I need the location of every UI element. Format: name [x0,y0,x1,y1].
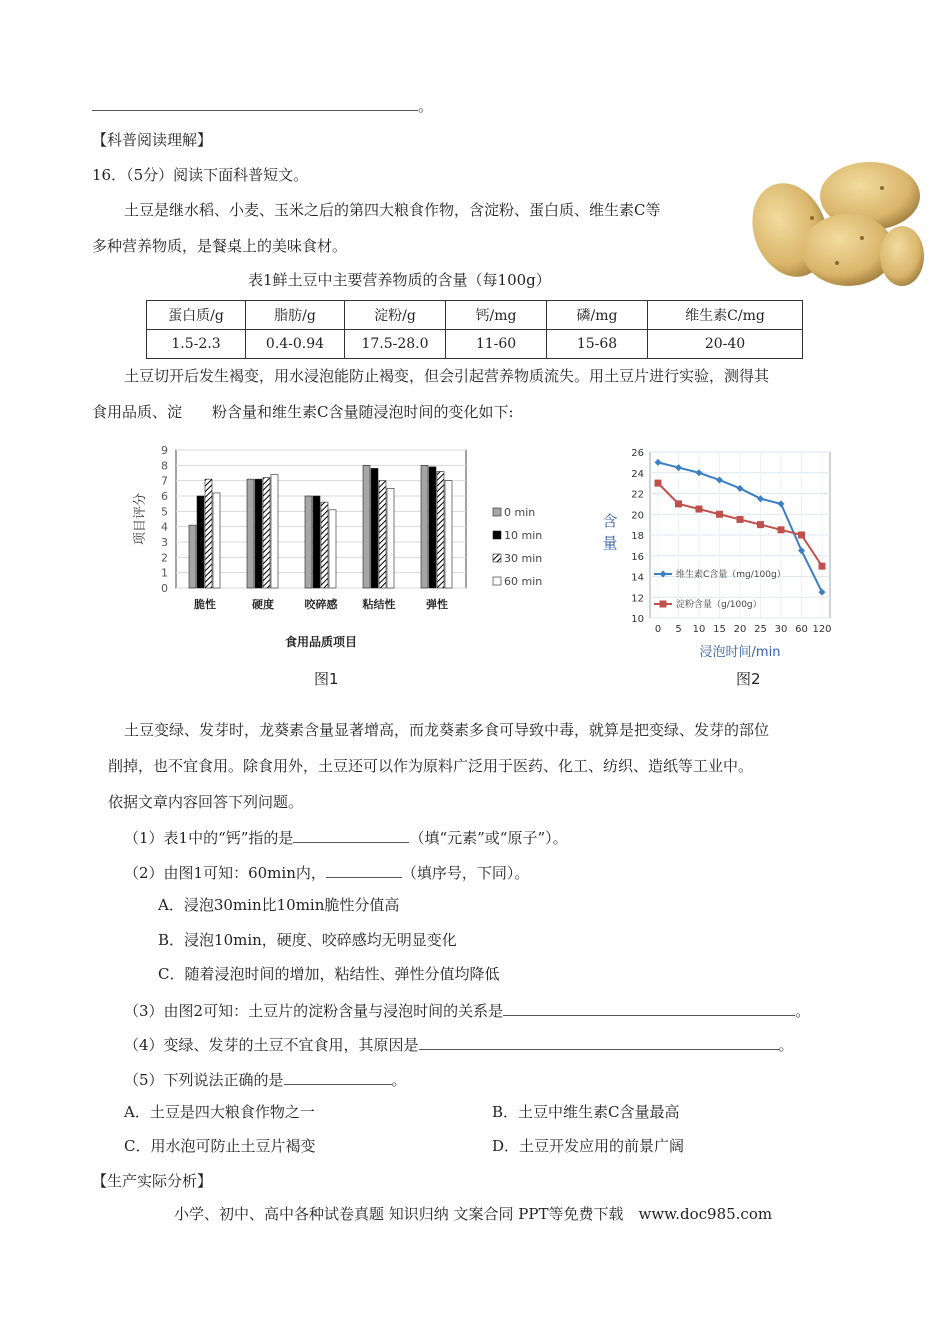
bar [429,467,436,588]
data-point [798,532,805,539]
legend-swatch [493,577,501,585]
x-tick-label: 弹性 [426,598,448,611]
x-tick-label: 30 [774,624,788,635]
table-header-cell: 淀粉/g [345,301,446,330]
paragraph-1-line-1: 土豆是继水稻、小麦、玉米之后的第四大粮食作物，含淀粉、蛋白质、维生素C等 [124,201,661,219]
question-2-option-c: C．随着浸泡时间的增加，粘结性、弹性分值均降低 [158,965,500,983]
y-tick-label: 8 [161,459,168,473]
potato-image [752,158,924,288]
instruction-text: 依据文章内容回答下列问题。 [108,793,304,811]
bar [371,468,378,588]
bar [205,479,212,588]
legend-swatch [493,554,501,562]
x-axis-label: 浸泡时间/min [699,645,781,660]
paragraph-2-line-2: 食用品质、淀 粉含量和维生素C含量随浸泡时间的变化如下: [92,403,514,421]
section-heading-reading: 【科普阅读理解】 [92,131,213,149]
legend-label: 维生素C含量（mg/100g） [676,570,786,580]
table-cell: 20-40 [648,330,803,359]
figure-1-label: 图1 [314,670,339,688]
legend-label: 60 min [504,575,543,588]
table-header-cell: 磷/mg [547,301,648,330]
y-tick-label: 0 [161,582,168,595]
answer-blank[interactable] [326,861,402,878]
data-point [819,563,826,570]
question-2: （2）由图1可知：60min内， （填序号，下同）。 [124,861,529,883]
x-tick-label: 粘结性 [362,598,396,611]
question-5-option-a: A．土豆是四大粮食作物之一 [124,1103,315,1121]
y-tick-label: 22 [631,489,644,501]
question-5-option-c: C．用水泡可防止土豆片褐变 [124,1137,316,1155]
x-tick-label: 120 [812,624,832,635]
bar [313,496,320,588]
nutrition-table [146,300,803,359]
x-tick-label: 60 [795,624,808,635]
y-tick-label: 6 [161,490,168,503]
page-footer: 小学、初中、高中各种试卷真题 知识归纳 文案合同 PPT等免费下载 www.doc985.com [174,1205,773,1223]
x-tick-label: 10 [692,624,706,635]
y-tick-label: 24 [631,468,644,480]
data-point [778,526,785,533]
question-header: 16．（5分）阅读下面科普短文。 [92,166,309,184]
table-header-row [147,301,803,330]
paragraph-3-line-2: 削掉，也不宜食用。除食用外，土豆还可以作为原料广泛用于医药、化工、纺织、造纸等工业中。 [108,757,754,775]
table-header-cell: 维生素C/mg [648,301,803,330]
y-tick-label: 9 [161,444,168,457]
x-tick-label: 脆性 [194,598,216,611]
paragraph-1-line-2: 多种营养物质，是餐桌上的美味食材。 [92,237,348,255]
figure-1-bar-chart [128,438,548,660]
bar [263,478,270,588]
y-tick-label: 12 [631,593,644,605]
legend-label: 淀粉含量（g/100g） [676,600,762,610]
question-2-option-b: B．浸泡10min，硬度、咬碎感均无明显变化 [158,931,457,949]
bar [437,471,444,588]
x-tick-label: 硬度 [252,598,274,611]
top-answer-line: 。 [92,94,433,116]
legend-marker [660,601,667,608]
y-axis-label: 含 [602,512,618,530]
bar [213,493,220,588]
x-tick-label: 咬碎感 [304,598,338,611]
y-tick-label: 1 [161,566,168,580]
table-cell: 1.5-2.3 [147,330,246,359]
answer-blank[interactable] [284,1068,392,1085]
bar [247,479,254,588]
section-heading-production: 【生产实际分析】 [92,1172,213,1190]
question-3: （3）由图2可知：土豆片的淀粉含量与浸泡时间的关系是 。 [124,999,810,1021]
y-tick-label: 26 [631,448,644,459]
legend-label: 30 min [504,552,543,565]
x-axis-label: 食用品质项目 [284,635,358,649]
y-tick-label: 18 [631,531,644,542]
table-cell: 0.4-0.94 [246,330,345,359]
question-1: （1）表1中的“钙”指的是 （填“元素”或“原子”）。 [124,826,568,848]
y-tick-label: 7 [161,474,168,488]
figure-2-label: 图2 [736,670,761,688]
question-2-option-a: A．浸泡30min比10min脆性分值高 [158,896,400,914]
answer-blank[interactable] [293,826,409,843]
data-point [675,500,682,507]
x-tick-label: 5 [675,624,682,635]
bar [255,479,262,588]
y-axis-label: 项目评分 [133,492,148,546]
legend-label: 0 min [504,506,536,519]
bar [363,465,370,588]
y-tick-label: 3 [161,536,168,549]
table-cell: 11-60 [446,330,547,359]
x-tick-label: 25 [754,624,767,635]
y-tick-label: 4 [161,520,168,534]
paragraph-2-line-1: 土豆切开后发生褐变，用水浸泡能防止褐变，但会引起营养物质流失。用土豆片进行实验，测得其 [124,367,770,385]
x-tick-label: 0 [654,624,662,635]
table-header-cell: 脂肪/g [246,301,345,330]
bar [445,481,452,588]
data-point [655,480,662,487]
bar [271,475,278,588]
table-header-cell: 钙/mg [446,301,547,330]
answer-blank[interactable] [419,1033,779,1050]
answer-blank[interactable] [503,999,795,1016]
figure-2-line-chart [594,440,844,664]
bar [305,496,312,588]
table-row [147,330,803,359]
data-point [716,511,723,518]
y-tick-label: 14 [631,572,644,584]
y-tick-label: 2 [161,551,168,565]
bar [387,488,394,588]
question-5: （5）下列说法正确的是 。 [124,1068,407,1090]
legend-swatch [493,508,501,516]
bar [189,525,196,588]
bar [379,481,386,588]
question-5-option-d: D．土豆开发应用的前景广阔 [492,1137,685,1155]
bar [321,502,328,588]
bar [421,465,428,588]
y-tick-label: 5 [161,505,168,519]
y-axis-label: 量 [602,534,618,552]
table-caption: 表1鲜土豆中主要营养物质的含量（每100g） [248,271,551,289]
table-header-cell: 蛋白质/g [147,301,246,330]
table-cell: 17.5-28.0 [345,330,446,359]
table-cell: 15-68 [547,330,648,359]
y-tick-label: 10 [631,614,644,625]
data-point [757,521,764,528]
y-tick-label: 16 [631,551,644,563]
question-4: （4）变绿、发芽的土豆不宜食用，其原因是 。 [124,1033,794,1055]
legend-label: 10 min [504,529,543,542]
bar [197,496,204,588]
data-point [696,506,703,513]
question-5-option-b: B．土豆中维生素C含量最高 [492,1103,680,1121]
x-tick-label: 20 [733,624,747,635]
paragraph-3-line-1: 土豆变绿、发芽时，龙葵素含量显著增高，而龙葵素多食可导致中毒，就算是把变绿、发芽的部位 [124,721,770,739]
data-point [737,516,744,523]
y-tick-label: 20 [631,510,644,522]
legend-swatch [493,531,501,539]
x-tick-label: 15 [713,624,726,635]
bar [329,510,336,588]
